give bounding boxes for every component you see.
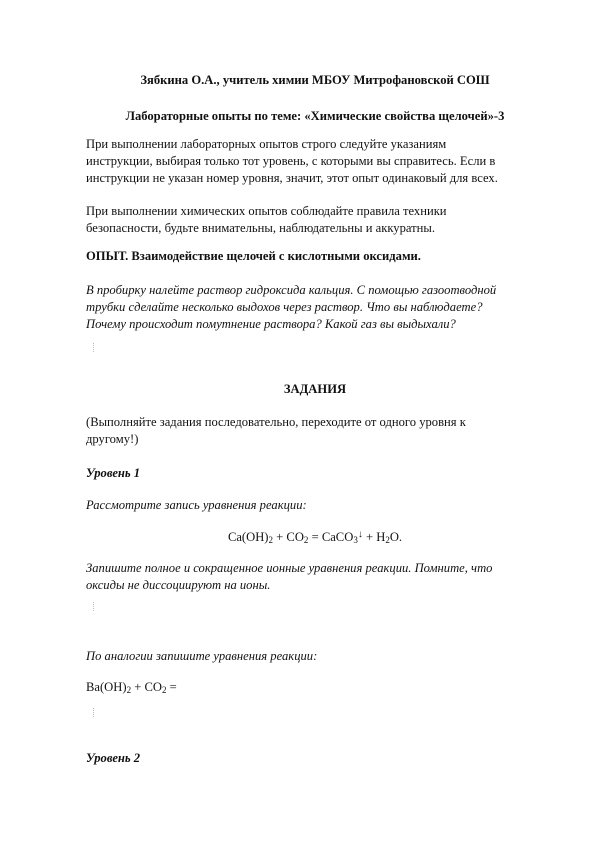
intro-2-line: При выполнении химических опытов соблюдайте правила техники: [86, 204, 447, 218]
eq-subscript: 2: [161, 685, 167, 695]
experiment-heading: [86, 248, 556, 265]
eq-part: Ba(OH): [86, 680, 127, 694]
reaction-equation: [80, 529, 550, 547]
tasks-note-line: (Выполняйте задания последовательно, переходите от одного уровня к: [86, 415, 466, 429]
instruction-line: трубки сделайте несколько выдохов через раствор. Что вы наблюдаете?: [86, 300, 483, 314]
eq-part: = CaCO: [308, 530, 354, 544]
author-line: Зябкина О.А., учитель химии МБОУ Митрофановской СОШ: [140, 73, 490, 87]
eq-subscript: 2: [126, 685, 132, 695]
tasks-note: [86, 414, 556, 448]
experiment-instructions: [86, 282, 556, 333]
level-1-title: Уровень 1: [86, 466, 141, 480]
precipitate-arrow-icon: ↓: [357, 529, 363, 540]
eq-part: + CO: [273, 530, 304, 544]
intro-1-line: При выполнении лабораторных опытов строго следуйте указаниям: [86, 137, 447, 151]
intro-1-line: инструкции, выбирая только тот уровень, с которыми вы справитесь. Если в: [86, 154, 496, 168]
answer-space-marker: [93, 602, 95, 611]
intro-paragraph-2: [86, 203, 556, 237]
intro-2-line: безопасности, будьте внимательны, наблюдательны и аккуратны.: [86, 221, 435, 235]
instruction-line: Почему происходит помутнение раствора? Какой газ вы выдыхали?: [86, 317, 456, 331]
ionic-line: Запишите полное и сокращенное ионные уравнения реакции. Помните, что: [86, 561, 493, 575]
experiment-label: ОПЫТ.: [86, 249, 129, 263]
tasks-heading: ЗАДАНИЯ: [283, 382, 347, 396]
eq-part: + H: [362, 530, 386, 544]
ionic-line: оксиды не диссоциируют на ионы.: [86, 578, 271, 592]
eq-part: =: [166, 680, 177, 694]
level-2-title: Уровень 2: [86, 751, 141, 765]
answer-space-marker: [93, 343, 95, 352]
eq-part: + CO: [131, 680, 162, 694]
eq-part: O.: [389, 530, 403, 544]
experiment-heading-text: Взаимодействие щелочей с кислотными оксидами.: [128, 249, 421, 263]
document-title: Лабораторные опыты по теме: «Химические свойства щелочей»-3: [125, 109, 505, 123]
eq-subscript: 2: [385, 535, 390, 545]
ionic-instructions: [86, 560, 556, 594]
eq-subscript: 2: [303, 535, 309, 545]
eq-subscript: 3: [353, 535, 358, 545]
eq-subscript: 2: [268, 535, 274, 545]
barium-equation: [86, 679, 556, 696]
intro-paragraph-1: [86, 136, 556, 187]
level-1-prompt: Рассмотрите запись уравнения реакции:: [86, 498, 307, 512]
intro-1-line: инструкции не указан номер уровня, значит, этот опыт одинаковый для всех.: [86, 171, 498, 185]
eq-part: Ca(OH): [227, 530, 269, 544]
tasks-note-line: другому!): [86, 432, 139, 446]
instruction-line: В пробирку налейте раствор гидроксида кальция. С помощью газоотводной: [86, 283, 497, 297]
analogy-prompt: По аналогии запишите уравнения реакции:: [86, 649, 318, 663]
answer-space-marker: [93, 708, 95, 717]
